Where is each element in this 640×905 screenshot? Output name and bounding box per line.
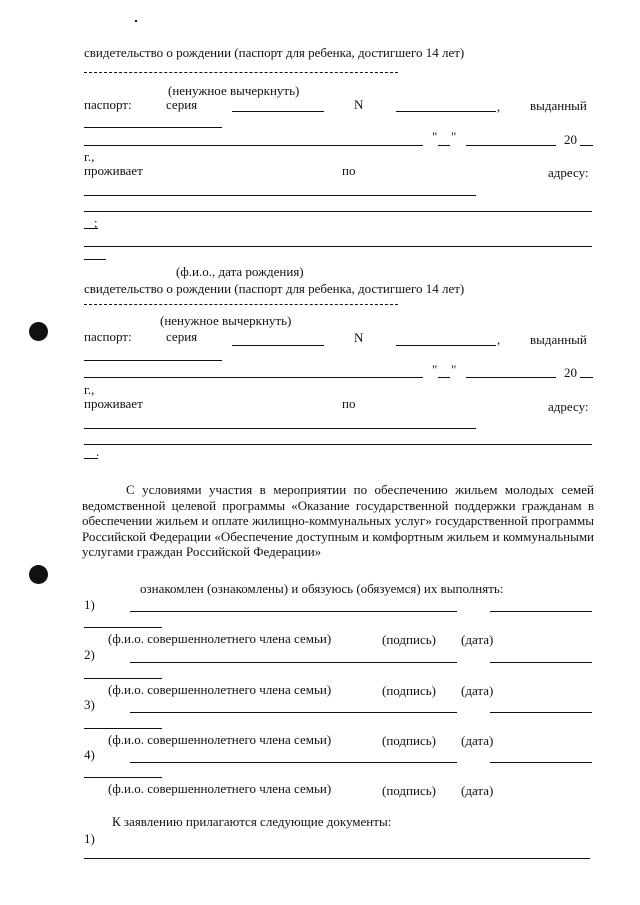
cross-out-note: (ненужное вычеркнуть) bbox=[168, 83, 300, 98]
date-field-4[interactable] bbox=[490, 762, 592, 763]
scan-speck bbox=[135, 20, 137, 22]
signature-caption: (подпись) bbox=[382, 783, 436, 798]
number-field[interactable] bbox=[396, 111, 496, 112]
comma: , bbox=[497, 99, 501, 114]
signature-number-4: 4) bbox=[84, 747, 95, 762]
signature-field-4[interactable] bbox=[84, 777, 162, 778]
date-field-1[interactable] bbox=[490, 611, 592, 612]
date-caption: (дата) bbox=[461, 632, 494, 647]
year-field[interactable] bbox=[580, 145, 593, 146]
year-prefix: 20 bbox=[564, 365, 577, 380]
dashed-underline bbox=[84, 304, 398, 305]
fio-caption: (ф.и.о. совершеннолетнего члена семьи) bbox=[108, 781, 332, 796]
semicolon: ; bbox=[94, 215, 98, 230]
number-field[interactable] bbox=[396, 345, 496, 346]
date-caption: (дата) bbox=[461, 683, 494, 698]
date-caption: (дата) bbox=[461, 733, 494, 748]
issued-by-field[interactable] bbox=[84, 360, 222, 361]
month-field[interactable] bbox=[466, 145, 556, 146]
number-label: N bbox=[354, 97, 364, 112]
series-label: серия bbox=[166, 97, 198, 112]
comma: , bbox=[497, 332, 501, 347]
birth-certificate-line: свидетельство о рождении (паспорт для ребенка, достигшего 14 лет) bbox=[84, 45, 465, 60]
by-label: по bbox=[342, 396, 356, 411]
date-quote-close: " bbox=[451, 129, 457, 144]
fio-field-1[interactable] bbox=[130, 611, 457, 612]
signature-field-3[interactable] bbox=[84, 728, 162, 729]
signature-field-2[interactable] bbox=[84, 678, 162, 679]
signature-caption: (подпись) bbox=[382, 632, 436, 647]
day-field[interactable] bbox=[438, 377, 450, 378]
dashed-underline bbox=[84, 72, 398, 73]
address-label: адресу: bbox=[548, 399, 589, 414]
next-member-field[interactable] bbox=[84, 246, 592, 247]
address-label: адресу: bbox=[548, 165, 589, 180]
signature-number-3: 3) bbox=[84, 697, 95, 712]
lives-label: проживает bbox=[84, 396, 143, 411]
date-field-2[interactable] bbox=[490, 662, 592, 663]
fio-date-label: (ф.и.о., дата рождения) bbox=[176, 264, 304, 279]
passport-label: паспорт: bbox=[84, 329, 132, 344]
date-quote-open: " bbox=[432, 129, 438, 144]
year-suffix: г., bbox=[84, 382, 95, 397]
agree-line: ознакомлен (ознакомлены) и обязуюсь (обязуемся) их выполнять: bbox=[140, 581, 504, 596]
signature-number-2: 2) bbox=[84, 647, 95, 662]
series-field[interactable] bbox=[232, 111, 324, 112]
address-field-2[interactable] bbox=[84, 444, 592, 445]
by-label: по bbox=[342, 163, 356, 178]
issued-by-field-continued[interactable] bbox=[84, 377, 423, 378]
date-field-3[interactable] bbox=[490, 712, 592, 713]
number-label: N bbox=[354, 330, 364, 345]
passport-label: паспорт: bbox=[84, 97, 132, 112]
cross-out-note: (ненужное вычеркнуть) bbox=[160, 313, 292, 328]
birth-certificate-line: свидетельство о рождении (паспорт для ребенка, достигшего 14 лет) bbox=[84, 281, 465, 296]
fio-caption: (ф.и.о. совершеннолетнего члена семьи) bbox=[108, 732, 332, 747]
address-field[interactable] bbox=[84, 195, 476, 196]
fio-field-4[interactable] bbox=[130, 762, 457, 763]
fio-caption: (ф.и.о. совершеннолетнего члена семьи) bbox=[108, 682, 332, 697]
issued-by-field[interactable] bbox=[84, 127, 222, 128]
signature-caption: (подпись) bbox=[382, 733, 436, 748]
year-field[interactable] bbox=[580, 377, 593, 378]
attachment-number-1: 1) bbox=[84, 831, 95, 846]
month-field[interactable] bbox=[466, 377, 556, 378]
year-prefix: 20 bbox=[564, 132, 577, 147]
signature-caption: (подпись) bbox=[382, 683, 436, 698]
issued-by-field-continued[interactable] bbox=[84, 145, 423, 146]
fio-caption: (ф.и.о. совершеннолетнего члена семьи) bbox=[108, 631, 332, 646]
signature-field-1[interactable] bbox=[84, 627, 162, 628]
date-caption: (дата) bbox=[461, 783, 494, 798]
day-field[interactable] bbox=[438, 145, 450, 146]
address-field-2[interactable] bbox=[84, 211, 592, 212]
date-quote-open: " bbox=[432, 362, 438, 377]
series-field[interactable] bbox=[232, 345, 324, 346]
hole-punch-mark bbox=[29, 322, 48, 341]
lives-label: проживает bbox=[84, 163, 143, 178]
next-member-field-2[interactable] bbox=[84, 259, 106, 260]
fio-field-3[interactable] bbox=[130, 712, 457, 713]
year-suffix: г., bbox=[84, 149, 95, 164]
period: . bbox=[96, 444, 100, 459]
issued-label: выданный bbox=[530, 332, 587, 347]
attachment-field-1[interactable] bbox=[84, 858, 590, 859]
hole-punch-mark bbox=[29, 565, 48, 584]
signature-number-1: 1) bbox=[84, 597, 95, 612]
date-quote-close: " bbox=[451, 362, 457, 377]
series-label: серия bbox=[166, 329, 198, 344]
attachments-heading: К заявлению прилагаются следующие документы: bbox=[112, 814, 392, 829]
fio-field-2[interactable] bbox=[130, 662, 457, 663]
conditions-paragraph: С условиями участия в мероприятии по обеспечению жильем молодых семей ведомственной целевой программы «Оказание государственной поддержки гражданам в обеспечении жильем и оплате жилищно-коммунальных услуг» государственной программы Российской Федерации «Обеспечение доступным и комфортным жильем и коммунальными услугами граждан Российской Федерации» bbox=[82, 482, 594, 560]
issued-label: выданный bbox=[530, 98, 587, 113]
address-field[interactable] bbox=[84, 428, 476, 429]
